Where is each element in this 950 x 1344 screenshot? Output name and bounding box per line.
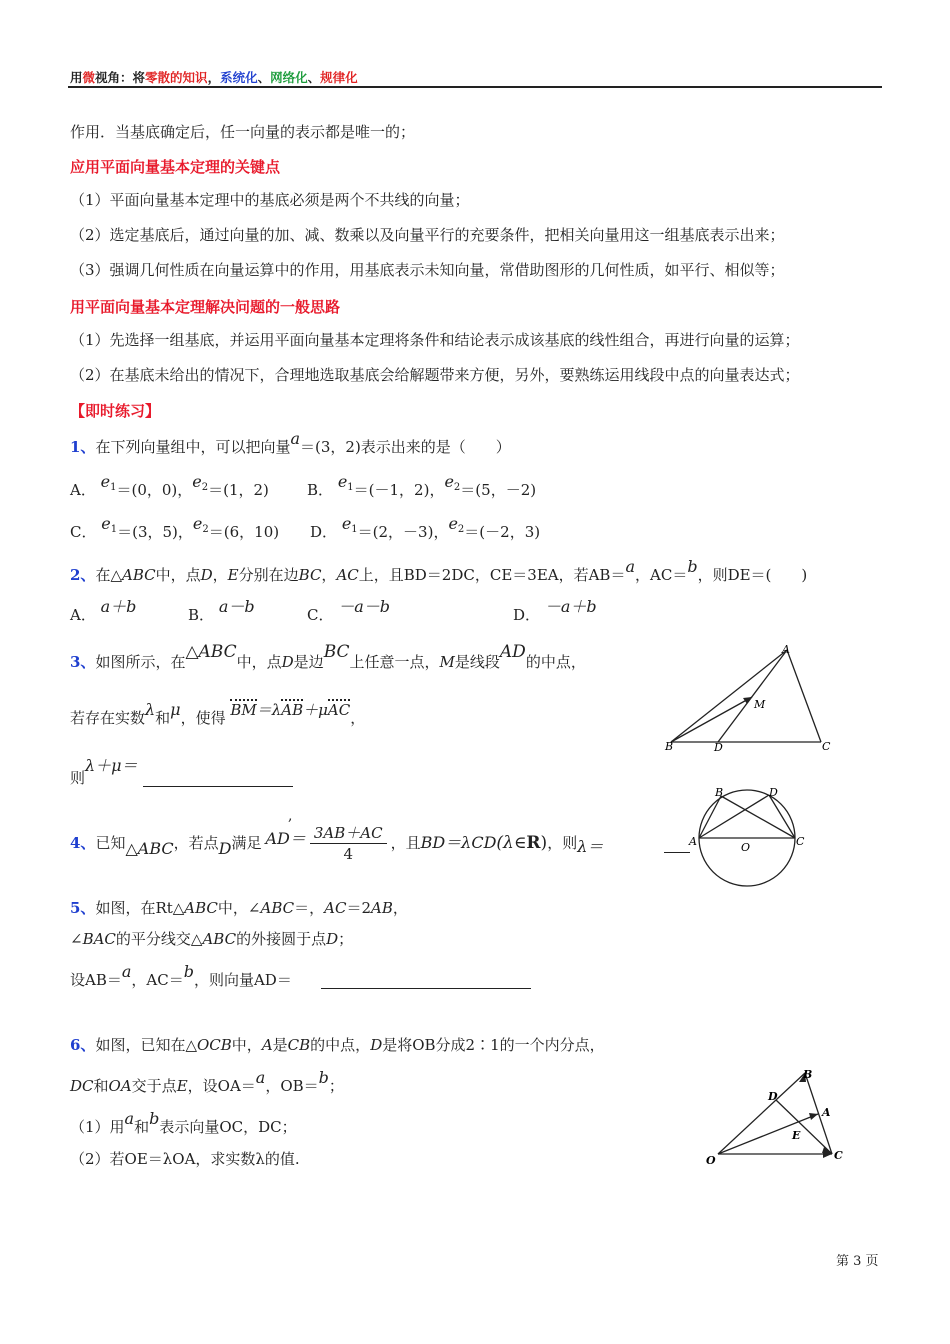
q2-a: a bbox=[625, 557, 636, 576]
q5-bac: BAC bbox=[82, 930, 116, 948]
q1-optC-v2: ＝(6，10) bbox=[208, 523, 280, 541]
q1-optC-v1: ＝(3，5)， bbox=[117, 523, 193, 541]
q2-s6: 上，且BD＝2DC，CE＝3EA，若AB＝ bbox=[358, 566, 626, 584]
q6-s1: 如图，已知在△ bbox=[95, 1036, 197, 1054]
fig1-label-b: B bbox=[665, 740, 674, 753]
q6-number: 6、 bbox=[70, 1036, 96, 1054]
q5-number: 5、 bbox=[70, 899, 96, 917]
q1-optD-v1: ＝(2，－3)， bbox=[357, 523, 449, 541]
q2-optC: －a－b bbox=[338, 597, 391, 616]
q1-optC-label: C． bbox=[70, 523, 97, 541]
q3-number: 3、 bbox=[70, 653, 96, 671]
q1-e1: e bbox=[341, 514, 352, 533]
section2-title: 用平面向量基本定理解决问题的一般思路 bbox=[70, 298, 341, 316]
q4-frac-num: 3AB＋AC bbox=[310, 823, 387, 844]
q3-plus: ＋μ bbox=[303, 701, 328, 719]
q1-e2: e bbox=[192, 514, 203, 533]
q3-expr: λ＋μ＝ bbox=[85, 756, 138, 775]
q3-ac: AC bbox=[327, 701, 351, 719]
q1-e2-sub: 2 bbox=[457, 524, 465, 535]
q2-option-b bbox=[188, 597, 255, 625]
q2-optA-label: A． bbox=[70, 606, 96, 624]
q6-a: A bbox=[261, 1036, 273, 1054]
q5-l3a: 设AB＝ bbox=[70, 971, 122, 989]
q3-d: D bbox=[281, 653, 294, 671]
section1-title: 应用平面向量基本定理的关键点 bbox=[70, 158, 281, 176]
q3-ad: AD bbox=[499, 642, 526, 662]
q3-eq: ＝λ bbox=[256, 701, 282, 719]
q2-s8: ，则DE＝( ) bbox=[697, 566, 808, 584]
q1-optB-label: B． bbox=[307, 481, 334, 499]
q3-bm: BM bbox=[230, 701, 257, 719]
q1-stem-a: 在下列向量组中，可以把向量 bbox=[95, 438, 291, 456]
q2-optB-label: B． bbox=[188, 606, 215, 624]
q6-stem bbox=[70, 1035, 605, 1055]
q1-optA-v1: ＝(0，0)， bbox=[116, 481, 193, 499]
q3-line3 bbox=[70, 756, 138, 788]
q3-comma: ， bbox=[350, 709, 366, 727]
q5-a: a bbox=[121, 962, 132, 981]
q5-d: D bbox=[326, 930, 339, 948]
q6-p1c: 表示向量OC，DC； bbox=[159, 1118, 297, 1136]
q3-m: M bbox=[439, 653, 455, 671]
header-text-4: 零散的知识 bbox=[145, 70, 208, 85]
q1-option-b bbox=[307, 472, 537, 506]
q6-s3: 是 bbox=[272, 1036, 288, 1054]
q2-bc: BC bbox=[298, 566, 322, 584]
fig2-label-o: O bbox=[741, 841, 751, 854]
q4-fraction bbox=[310, 823, 387, 864]
q3-s1: 如图所示，在 bbox=[95, 653, 186, 671]
q4-ad: AD＝ bbox=[265, 829, 306, 848]
q4-frac-den: 4 bbox=[343, 844, 353, 863]
fig2-label-a: A bbox=[689, 835, 697, 848]
q4-cond-r: R bbox=[526, 833, 541, 853]
q3-bc: BC bbox=[323, 642, 350, 662]
q1-optA-v2: ＝(1，2) bbox=[208, 481, 269, 499]
q3-line3-a: 则 bbox=[70, 769, 86, 787]
fig3-label-b: B bbox=[803, 1068, 813, 1081]
q3-mu: μ bbox=[170, 700, 181, 719]
q3-answer-blank[interactable] bbox=[143, 768, 293, 787]
q5-s3: ＝， bbox=[294, 899, 325, 917]
q1-e1: e bbox=[337, 472, 348, 491]
q5-l2d: ； bbox=[338, 930, 354, 948]
q3-vector-equation bbox=[230, 701, 350, 719]
q6-s4: 的中点， bbox=[310, 1036, 371, 1054]
fig3-oa bbox=[718, 1114, 818, 1154]
q5-line2 bbox=[70, 929, 353, 949]
q2-optA: a＋b bbox=[100, 597, 137, 616]
q2-optD-label: D． bbox=[513, 606, 541, 624]
q2-optB: a－b bbox=[218, 597, 255, 616]
q1-optA-label: A． bbox=[70, 481, 96, 499]
section1-item-3: （3）强调几何性质在向量运算中的作用，用基底表示未知向量，常借助图形的几何性质，如平行、相似等； bbox=[70, 261, 785, 279]
fig3-label-o: O bbox=[706, 1154, 716, 1167]
q3-lambda: λ bbox=[145, 700, 156, 719]
q3-line2 bbox=[70, 700, 366, 728]
q1-e1: e bbox=[100, 472, 111, 491]
q2-optD: －a＋b bbox=[544, 597, 597, 616]
q1-e1-sub: 1 bbox=[351, 524, 358, 535]
header-text-5: ， bbox=[207, 70, 221, 85]
q4-tri: △ABC bbox=[125, 839, 174, 858]
header-text-1: 用 bbox=[70, 70, 83, 85]
q5-ac: AC bbox=[324, 899, 347, 917]
q6-va: a bbox=[255, 1068, 266, 1087]
q2-stem bbox=[70, 557, 808, 585]
fig1-arrowhead bbox=[743, 697, 752, 704]
q6-cb: CB bbox=[287, 1036, 311, 1054]
page-number: 第 3 页 bbox=[836, 1254, 879, 1269]
q3-s5: 是线段 bbox=[454, 653, 500, 671]
fig2-label-c: C bbox=[796, 835, 805, 848]
q5-line3 bbox=[70, 962, 292, 990]
fig1-label-d: D bbox=[714, 741, 723, 754]
fig1-side-ac bbox=[787, 650, 821, 742]
q1-stem-b: ＝(3，2)表示出来的是（ ） bbox=[300, 438, 511, 456]
q2-ac: AC bbox=[336, 566, 359, 584]
q5-l3b: ，AC＝ bbox=[131, 971, 184, 989]
q5-l2b: 的平分线交△ bbox=[115, 930, 203, 948]
q3-line2-b: 和 bbox=[155, 709, 171, 727]
q5-b: b bbox=[183, 962, 194, 981]
q1-e1: e bbox=[101, 514, 111, 533]
q2-option-c bbox=[307, 597, 391, 625]
q3-ab: AB bbox=[281, 701, 304, 719]
q1-e2: e bbox=[192, 472, 202, 491]
q3-s6: 的中点， bbox=[525, 653, 586, 671]
q1-option-a bbox=[70, 472, 269, 506]
q1-e2: e bbox=[448, 514, 458, 533]
header-text-8: 网络化 bbox=[270, 70, 308, 85]
q1-option-d bbox=[310, 514, 541, 548]
q6-l2b: 和 bbox=[93, 1077, 109, 1095]
q3-tri: △ABC bbox=[185, 642, 237, 662]
q5-l3c: ，则向量AD＝ bbox=[193, 971, 292, 989]
q1-e2-sub: 2 bbox=[202, 524, 209, 535]
q6-l2a: DC bbox=[70, 1077, 94, 1095]
fig1-label-a: A bbox=[782, 643, 790, 656]
q4-s4: ，且 bbox=[390, 834, 421, 852]
q4-stem bbox=[70, 818, 603, 868]
header-text-3: 视角：将 bbox=[95, 70, 146, 85]
q6-s5: 是将OB分成2∶1的一个内分点， bbox=[382, 1036, 605, 1054]
q5-l2c: 的外接圆于点 bbox=[236, 930, 327, 948]
q1-var-a: a bbox=[290, 429, 300, 448]
q1-option-c bbox=[70, 514, 280, 548]
q3-s3: 是边 bbox=[293, 653, 324, 671]
q2-number: 2、 bbox=[70, 566, 96, 584]
header-text-10: 规律化 bbox=[320, 70, 358, 85]
fig3-arrow-a bbox=[809, 1113, 818, 1120]
q1-optD-label: D． bbox=[310, 523, 338, 541]
q2-optC-label: C． bbox=[307, 606, 334, 624]
q2-s7: ，AC＝ bbox=[635, 566, 688, 584]
q2-e: E bbox=[227, 566, 239, 584]
q5-l2a: ∠ bbox=[70, 930, 83, 948]
q6-line2 bbox=[70, 1068, 344, 1096]
fig1-label-m: M bbox=[754, 698, 766, 711]
q2-abc: ABC bbox=[121, 566, 156, 584]
q6-part2: （2）若OE＝λOA，求实数λ的值. bbox=[70, 1150, 300, 1168]
header-divider bbox=[68, 86, 882, 88]
q3-stem bbox=[70, 642, 586, 672]
q4-s3: 满足 bbox=[231, 834, 262, 852]
fig2-chord-ad bbox=[699, 795, 769, 838]
header-text-6: 系统化 bbox=[220, 70, 258, 85]
section1-item-1: （1）平面向量基本定理中的基底必须是两个不共线的向量； bbox=[70, 191, 470, 209]
q1-e2-sub: 2 bbox=[453, 482, 461, 493]
q5-ab: AB bbox=[371, 899, 393, 917]
q4-number: 4、 bbox=[70, 834, 96, 852]
q6-l2g: ，OB＝ bbox=[265, 1077, 319, 1095]
q4-cond-a: (λ∈ bbox=[496, 833, 527, 853]
section2-item-1: （1）先选择一组基底，并运用平面向量基本定理将条件和结论表示成该基底的线性组合，再进行向量的运算； bbox=[70, 331, 800, 349]
fig1-segment-bm bbox=[671, 697, 752, 742]
fig2-label-b: B bbox=[715, 786, 724, 799]
q5-abc3: ABC bbox=[202, 930, 237, 948]
q5-s4: ＝2 bbox=[346, 899, 371, 917]
q1-optB-v1: ＝(－1，2)， bbox=[353, 481, 445, 499]
q6-p1b: 和 bbox=[134, 1118, 150, 1136]
q5-answer-blank[interactable] bbox=[321, 970, 531, 989]
intro-line: 作用．当基底确定后，任一向量的表示都是唯一的； bbox=[70, 123, 416, 141]
q1-e1-sub: 1 bbox=[110, 524, 118, 535]
q6-p1va: a bbox=[124, 1109, 135, 1128]
q1-e1-sub: 1 bbox=[110, 482, 117, 493]
q5-stem bbox=[70, 898, 408, 918]
q3-line2-a: 若存在实数 bbox=[70, 709, 146, 727]
q5-abc2: ABC bbox=[260, 899, 295, 917]
q2-b: b bbox=[687, 557, 698, 576]
q3-s2: 中，点 bbox=[236, 653, 282, 671]
q5-abc: ABC bbox=[184, 899, 218, 917]
q1-e2-sub: 2 bbox=[201, 482, 209, 493]
q2-s1: 在△ bbox=[95, 566, 122, 584]
q4-stray-comma: , bbox=[288, 808, 293, 824]
q3-line2-c: ，使得 bbox=[180, 709, 226, 727]
q2-s5: ， bbox=[321, 566, 337, 584]
fig3-label-e: E bbox=[792, 1129, 801, 1142]
q4-bd: BD＝λCD bbox=[420, 833, 497, 852]
fig1-label-c: C bbox=[822, 740, 831, 753]
q6-ocb: OCB bbox=[196, 1036, 232, 1054]
q4-s2: ，若点 bbox=[173, 834, 219, 852]
q6-l2h: ； bbox=[328, 1077, 344, 1095]
q6-d: D bbox=[370, 1036, 383, 1054]
fig3-label-c: C bbox=[834, 1149, 843, 1162]
q4-lambda: λ＝ bbox=[577, 837, 604, 856]
q1-stem bbox=[70, 429, 511, 457]
q3-s4: 上任意一点， bbox=[349, 653, 440, 671]
q6-vb: b bbox=[318, 1068, 329, 1087]
fig3-label-d: D bbox=[768, 1090, 778, 1103]
fig2-chord-dc bbox=[769, 795, 795, 838]
q1-number: 1、 bbox=[70, 438, 96, 456]
q6-p1vb: b bbox=[149, 1109, 160, 1128]
q4-condition bbox=[496, 833, 547, 853]
q4-s5: ，则 bbox=[547, 834, 578, 852]
q2-option-d bbox=[513, 597, 597, 625]
fig3-label-a: A bbox=[822, 1106, 831, 1119]
q6-l2e: E bbox=[176, 1077, 188, 1095]
q5-s2: 中，∠ bbox=[217, 899, 261, 917]
figure-triangle-abm bbox=[655, 640, 845, 760]
q2-d: D bbox=[200, 566, 213, 584]
q5-s5: ， bbox=[392, 899, 408, 917]
fig2-label-d: D bbox=[769, 786, 778, 799]
q1-e1-sub: 1 bbox=[347, 482, 354, 493]
figure-circle-abcd bbox=[683, 783, 813, 893]
header-text-9: 、 bbox=[307, 70, 321, 85]
q6-l2f: ，设OA＝ bbox=[187, 1077, 256, 1095]
practice-title: 【即时练习】 bbox=[70, 402, 161, 420]
header-text-7: 、 bbox=[257, 70, 271, 85]
q2-s3: ， bbox=[212, 566, 228, 584]
q4-cond-b: ) bbox=[540, 833, 548, 853]
q6-p1a: （1）用 bbox=[70, 1118, 125, 1136]
header-text-2: 微 bbox=[82, 70, 96, 85]
q5-s1: 如图，在Rt△ bbox=[95, 899, 185, 917]
q6-s2: 中， bbox=[231, 1036, 262, 1054]
section1-item-2: （2）选定基底后，通过向量的加、减、数乘以及向量平行的充要条件，把相关向量用这一组基底表示出来； bbox=[70, 226, 785, 244]
q4-answer-blank[interactable] bbox=[664, 852, 690, 853]
q1-optD-v2: ＝(－2，3) bbox=[464, 523, 541, 541]
q6-l2c: OA bbox=[108, 1077, 132, 1095]
q6-l2d: 交于点 bbox=[131, 1077, 177, 1095]
q6-part1 bbox=[70, 1109, 297, 1137]
page-header bbox=[70, 68, 358, 86]
q4-d: D bbox=[218, 839, 232, 858]
q4-s1: 已知 bbox=[95, 834, 126, 852]
q1-optB-v2: ＝(5，－2) bbox=[460, 481, 537, 499]
section2-item-2: （2）在基底未给出的情况下，合理地选取基底会给解题带来方便，另外，要熟练运用线段中点的向量表达式； bbox=[70, 366, 800, 384]
q2-option-a bbox=[70, 597, 137, 625]
figure-ocb bbox=[700, 1063, 850, 1173]
q2-s4: 分别在边 bbox=[238, 566, 299, 584]
q2-s2: 中，点 bbox=[155, 566, 201, 584]
q1-e2: e bbox=[444, 472, 454, 491]
